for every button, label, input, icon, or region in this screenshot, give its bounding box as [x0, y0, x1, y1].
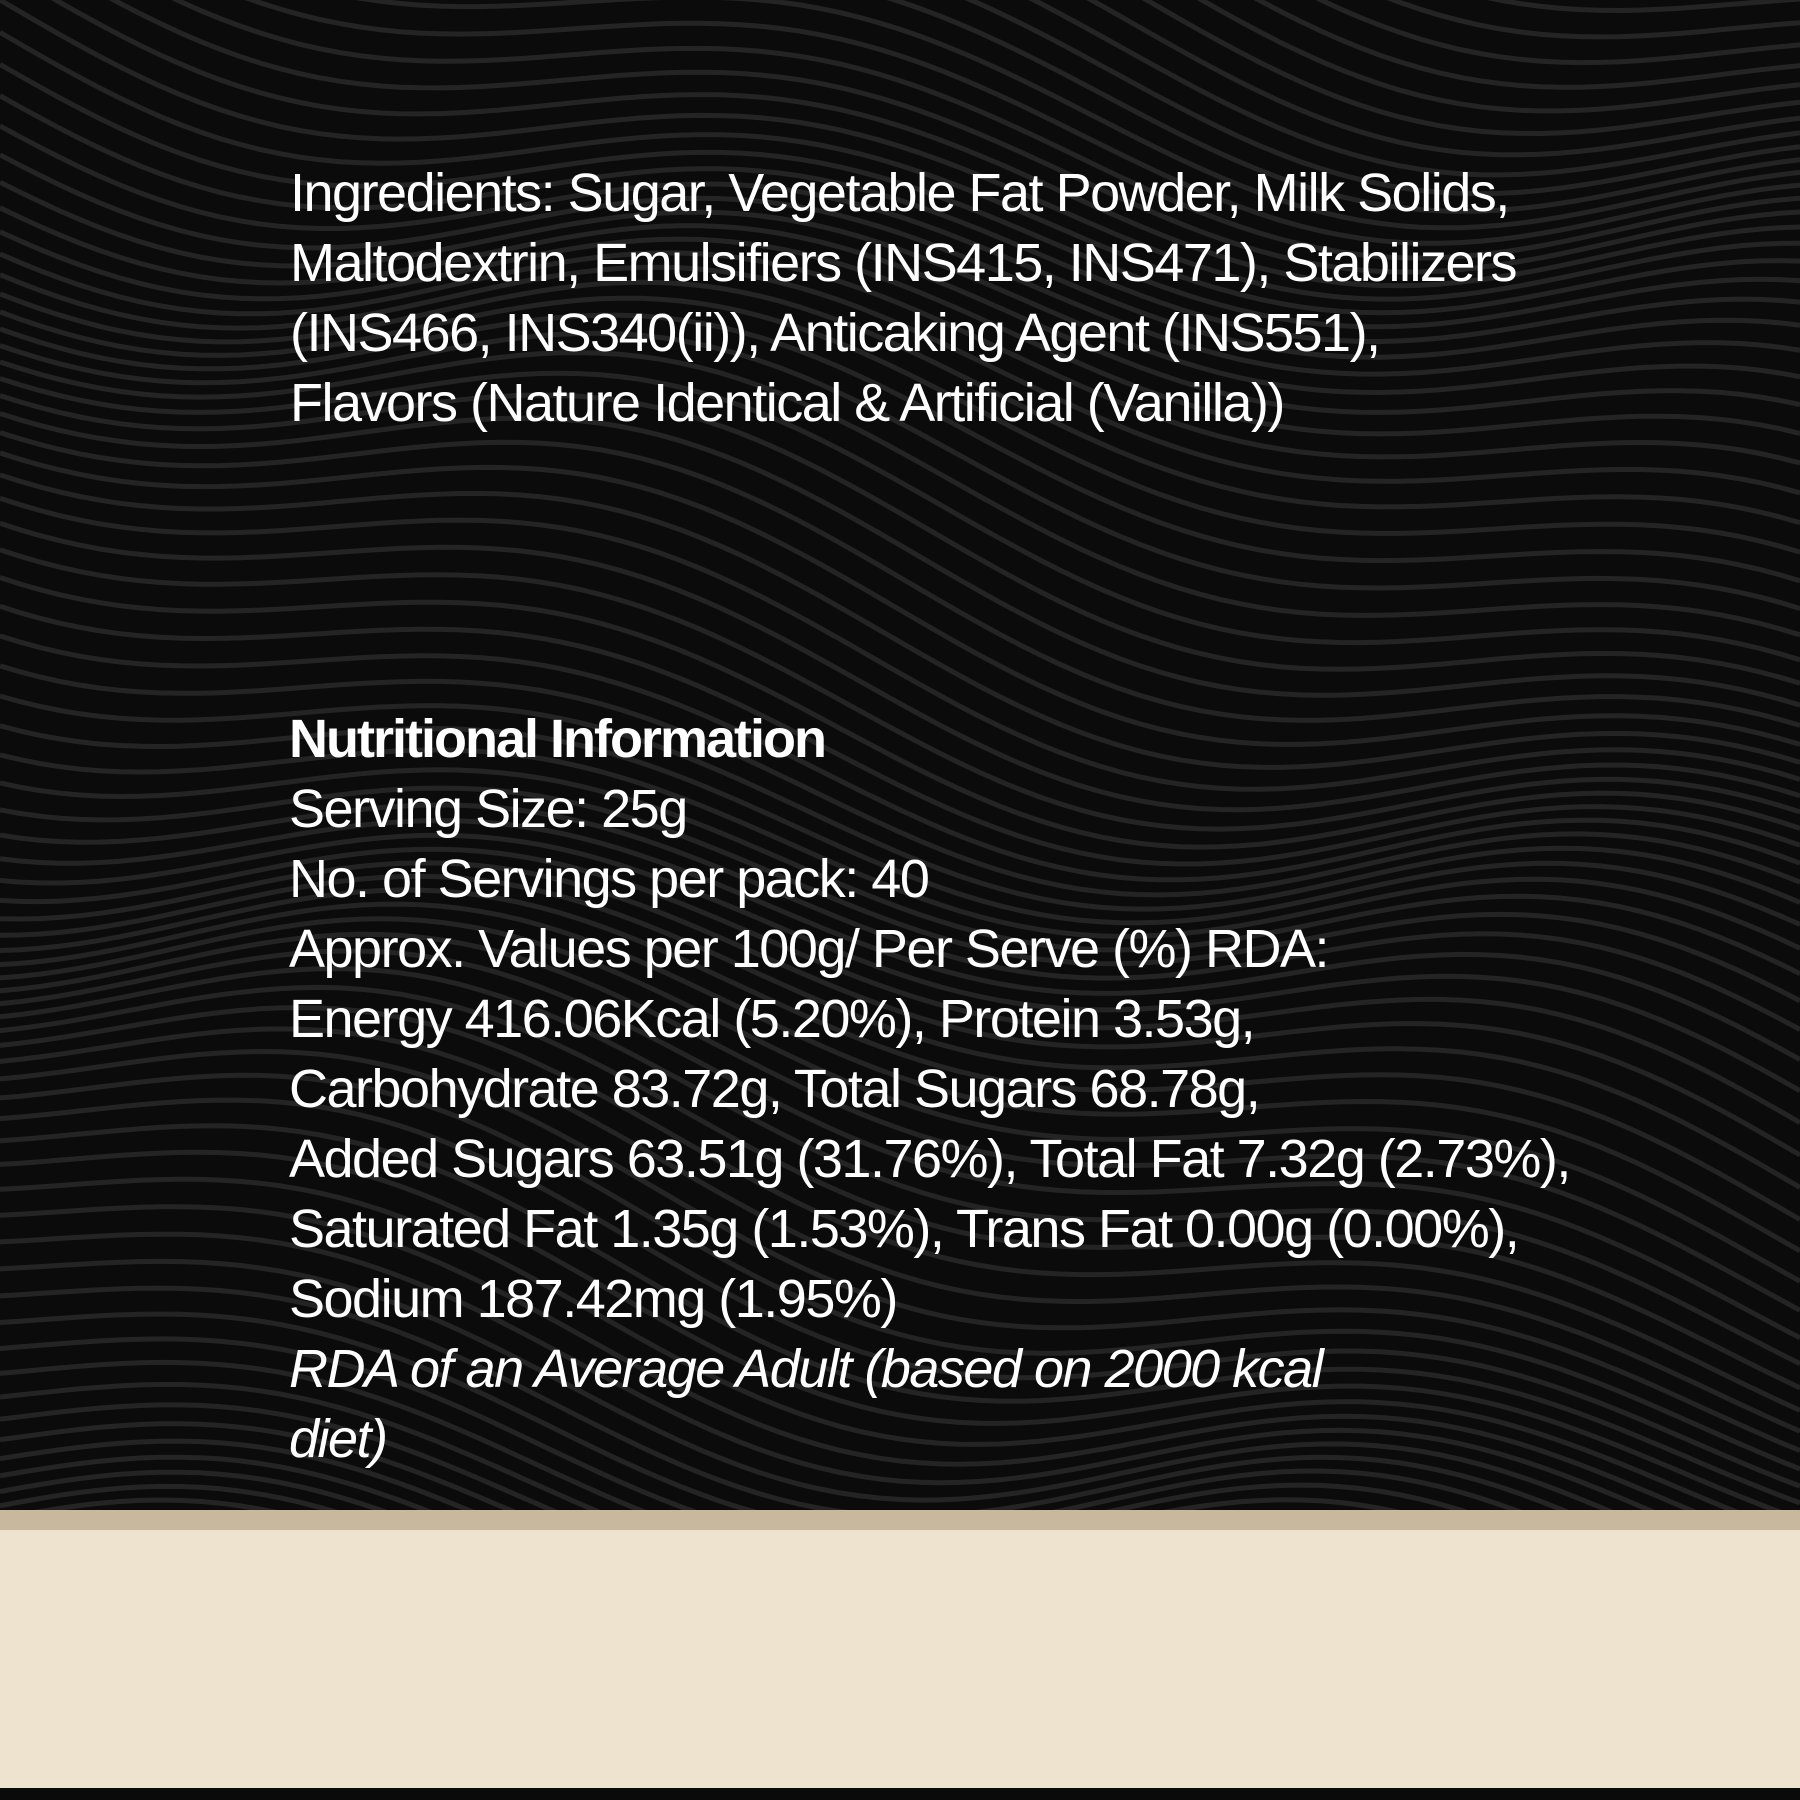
ingredients-text: Ingredients: Sugar, Vegetable Fat Powder, Milk Solids, Maltodextrin, Emulsifiers (INS415, INS471), Stabilizers (INS466, INS340(ii)), Anticaking Agent (INS551), Flavors (Nature Identical & Artificial (Vanilla)): [290, 163, 1516, 433]
values-intro: Approx. Values per 100g/ Per Serve (%) RDA:: [289, 919, 1328, 979]
nutrient-line-carbohydrate: Carbohydrate 83.72g, Total Sugars 68.78g,: [289, 1059, 1260, 1119]
serving-size: Serving Size: 25g: [289, 779, 687, 839]
cream-panel: [0, 1530, 1800, 1788]
bottom-edge: [0, 1788, 1800, 1800]
servings-per-pack: No. of Servings per pack: 40: [289, 849, 929, 909]
nutrition-block: [289, 704, 1570, 1474]
rda-note: RDA of an Average Adult (based on 2000 kcal diet): [289, 1339, 1323, 1469]
wave-line: [0, 0, 1800, 87]
nutrient-line-sodium: Sodium 187.42mg (1.95%): [289, 1269, 897, 1329]
nutrient-line-energy: Energy 416.06Kcal (5.20%), Protein 3.53g,: [289, 989, 1255, 1049]
accent-strip: [0, 1510, 1800, 1530]
nutrient-line-saturated-fat: Saturated Fat 1.35g (1.53%), Trans Fat 0.00g (0.00%),: [289, 1199, 1519, 1259]
nutrient-line-added-sugars: Added Sugars 63.51g (31.76%), Total Fat 7.32g (2.73%),: [289, 1129, 1570, 1189]
nutrition-heading: Nutritional Information: [289, 709, 825, 769]
